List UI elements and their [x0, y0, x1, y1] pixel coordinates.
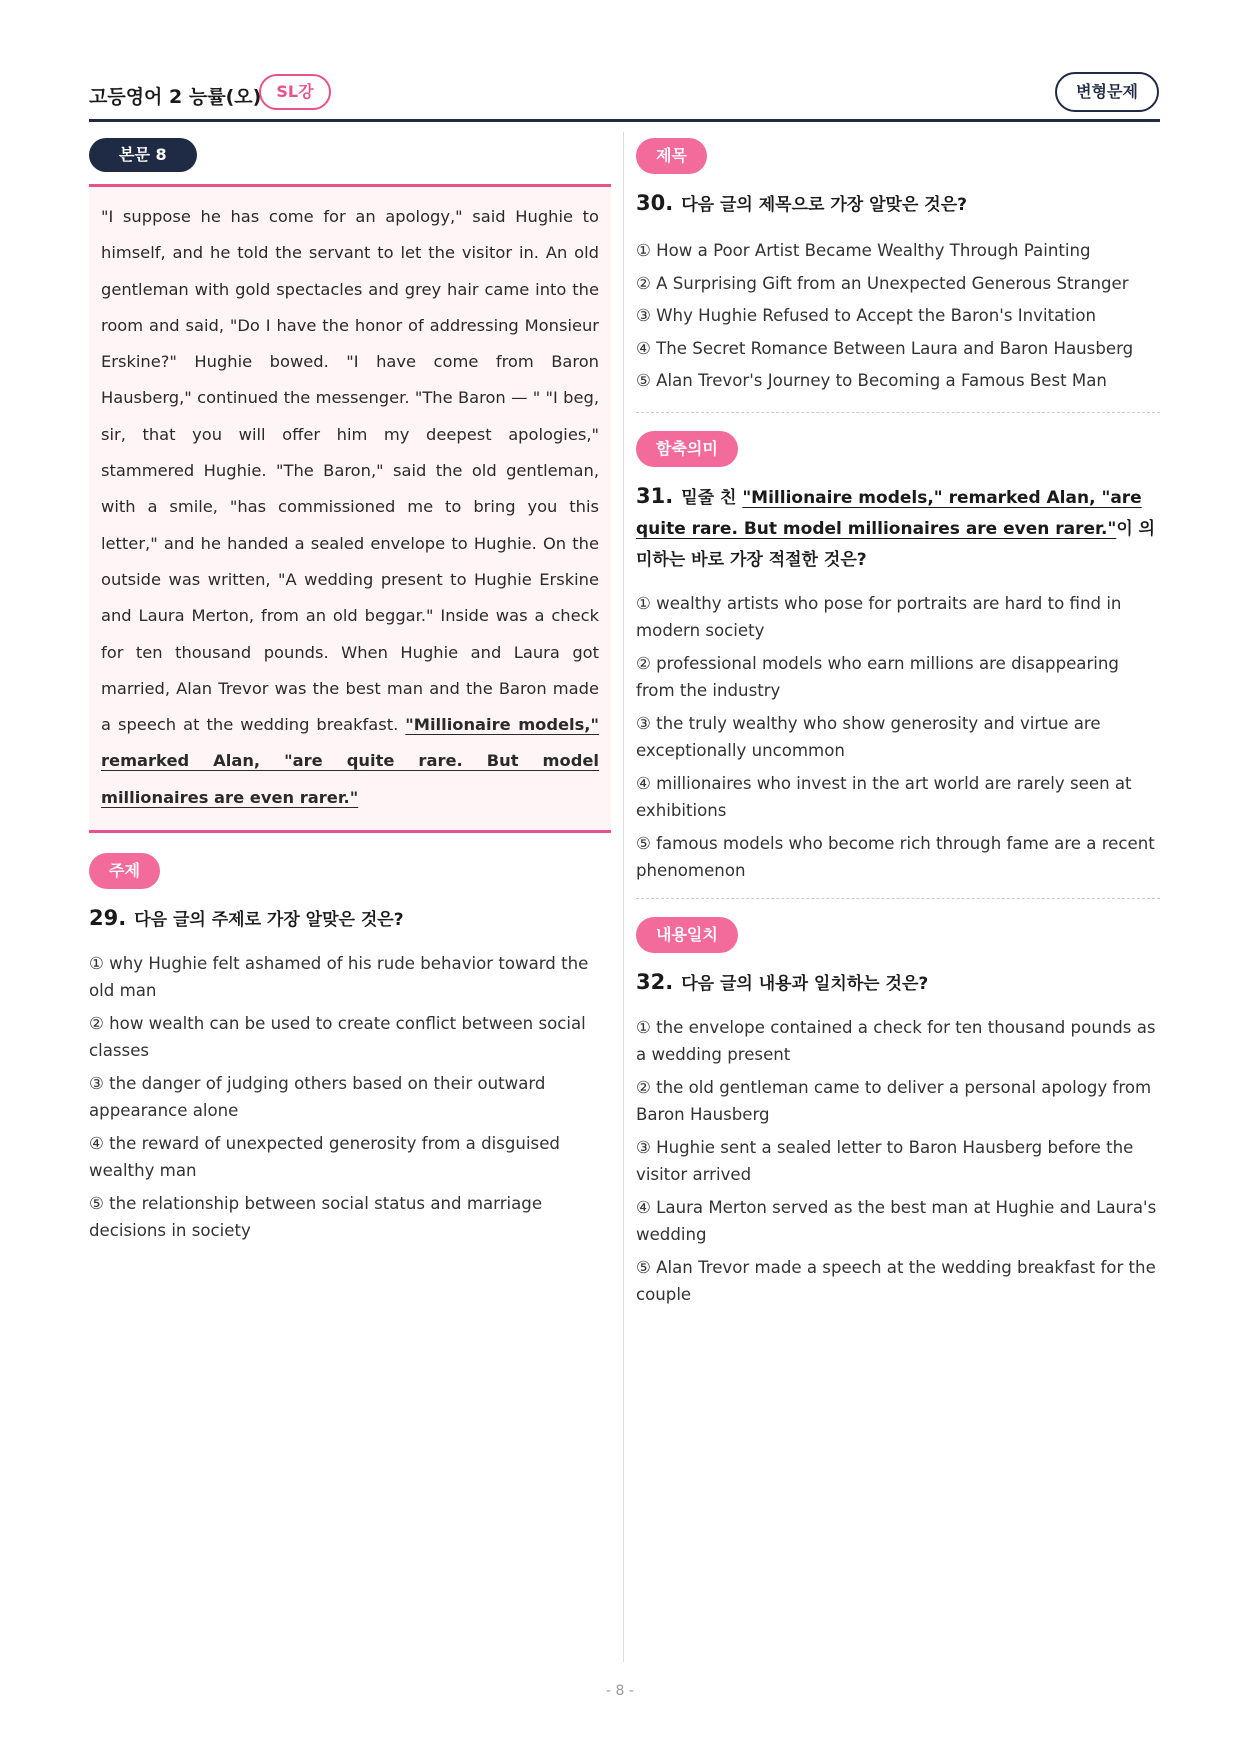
- option[interactable]: ④ millionaires who invest in the art world are rarely seen at exhibitions: [636, 773, 1132, 820]
- question-31-prefix: 밑줄 친: [681, 487, 743, 508]
- question-32-options: [636, 1014, 1160, 1308]
- option[interactable]: ① How a Poor Artist Became Wealthy Through Painting: [636, 241, 1091, 260]
- left-column: [89, 138, 611, 1250]
- question-31: [636, 431, 1160, 884]
- passage-label: 본문 8: [89, 138, 197, 172]
- option[interactable]: ⑤ Alan Trevor made a speech at the wedding breakfast for the couple: [636, 1257, 1156, 1304]
- question-31-number: 31.: [636, 483, 674, 508]
- question-29-number: 29.: [89, 906, 127, 931]
- passage-body: "I suppose he has come for an apology," said Hughie to himself, and he told the servant to let the visitor in. An old gentleman with gold spectacles and grey hair came into the room and said, "Do I have the honor of addressing Monsieur Erskine?" Hughie bowed. "I have come from Baron Hausberg," continued the messenger. "The Baron — " "I beg, sir, that you will offer him my deepest apologies," stammered Hughie. "The Baron," said the old gentleman, with a smile, "has commissioned me to bring you this letter," and he handed a sealed envelope to Hughie. On the outside was written, "A wedding present to Hughie Erskine and Laura Merton, from an old beggar." Inside was a check for ten thousand pounds. When Hughie and Laura got married, Alan Trevor was the best man and the Baron made a speech at the wedding breakfast.: [101, 207, 599, 735]
- question-29-tag: 주제: [89, 853, 160, 889]
- option[interactable]: ④ Laura Merton served as the best man at Hughie and Laura's wedding: [636, 1197, 1157, 1244]
- question-30-number: 30.: [636, 191, 674, 215]
- option[interactable]: ② A Surprising Gift from an Unexpected Generous Stranger: [636, 273, 1129, 293]
- question-30-title: [636, 188, 1160, 221]
- option[interactable]: ① wealthy artists who pose for portraits are hard to find in modern society: [636, 593, 1122, 640]
- question-31-title: [636, 481, 1160, 576]
- option[interactable]: ④ the reward of unexpected generosity from a disguised wealthy man: [89, 1134, 560, 1181]
- right-column: [636, 138, 1160, 1314]
- option[interactable]: ① why Hughie felt ashamed of his rude behavior toward the old man: [89, 954, 589, 1001]
- question-32: [636, 917, 1160, 1308]
- question-separator: [636, 412, 1160, 413]
- option[interactable]: ② how wealth can be used to create conflict between social classes: [89, 1014, 586, 1061]
- question-31-options: [636, 590, 1160, 884]
- question-29-title: [89, 903, 611, 936]
- option[interactable]: ⑤ the relationship between social status and marriage decisions in society: [89, 1194, 543, 1241]
- question-29-options: [89, 950, 611, 1244]
- question-31-suffix: 이 의미하는 바로 가장 적절한 것은?: [636, 518, 1156, 570]
- question-30-text: 다음 글의 제목으로 가장 알맞은 것은?: [681, 195, 967, 215]
- lesson-badge: SL강: [259, 74, 331, 110]
- option[interactable]: ⑤ famous models who become rich through fame are a recent phenomenon: [636, 833, 1155, 880]
- option[interactable]: ④ The Secret Romance Between Laura and Baron Hausberg: [636, 338, 1134, 358]
- question-31-tag: 함축의미: [636, 431, 738, 467]
- question-32-number: 32.: [636, 969, 674, 994]
- question-31-highlight: "Millionaire models," remarked Alan, "are quite rare. But model millionaires are even rarer.": [636, 487, 1142, 539]
- passage-text: [101, 199, 599, 816]
- question-29: [89, 853, 611, 1244]
- page-number: - 8 -: [606, 1683, 634, 1699]
- question-30: [636, 138, 1160, 398]
- course-title: 고등영어 2 능률(오): [89, 86, 262, 108]
- option[interactable]: ③ Hughie sent a sealed letter to Baron Hausberg before the visitor arrived: [636, 1137, 1134, 1184]
- question-29-text: 다음 글의 주제로 가장 알맞은 것은?: [134, 910, 404, 931]
- option[interactable]: ③ Why Hughie Refused to Accept the Baron's Invitation: [636, 306, 1097, 325]
- option[interactable]: ② professional models who earn millions are disappearing from the industry: [636, 653, 1119, 700]
- option[interactable]: ③ the truly wealthy who show generosity and virtue are exceptionally uncommon: [636, 713, 1101, 760]
- question-32-title: [636, 967, 1160, 1000]
- question-32-tag: 내용일치: [636, 917, 738, 953]
- option[interactable]: ① the envelope contained a check for ten thousand pounds as a wedding present: [636, 1017, 1156, 1064]
- passage-box: [89, 184, 611, 833]
- column-divider: [623, 132, 624, 1662]
- question-30-options: [636, 235, 1160, 398]
- option[interactable]: ⑤ Alan Trevor's Journey to Becoming a Famous Best Man: [636, 371, 1107, 390]
- passage-highlight: "Millionaire models," remarked Alan, "are quite rare. But model millionaires are even rarer.": [101, 715, 599, 807]
- question-30-tag: 제목: [636, 138, 707, 174]
- question-32-text: 다음 글의 내용과 일치하는 것은?: [681, 973, 929, 994]
- section-type-badge: 변형문제: [1055, 72, 1159, 112]
- option[interactable]: ② the old gentleman came to deliver a personal apology from Baron Hausberg: [636, 1077, 1152, 1124]
- header-divider: [89, 119, 1160, 122]
- option[interactable]: ③ the danger of judging others based on their outward appearance alone: [89, 1074, 546, 1121]
- page-header: [89, 72, 1159, 120]
- question-separator: [636, 898, 1160, 899]
